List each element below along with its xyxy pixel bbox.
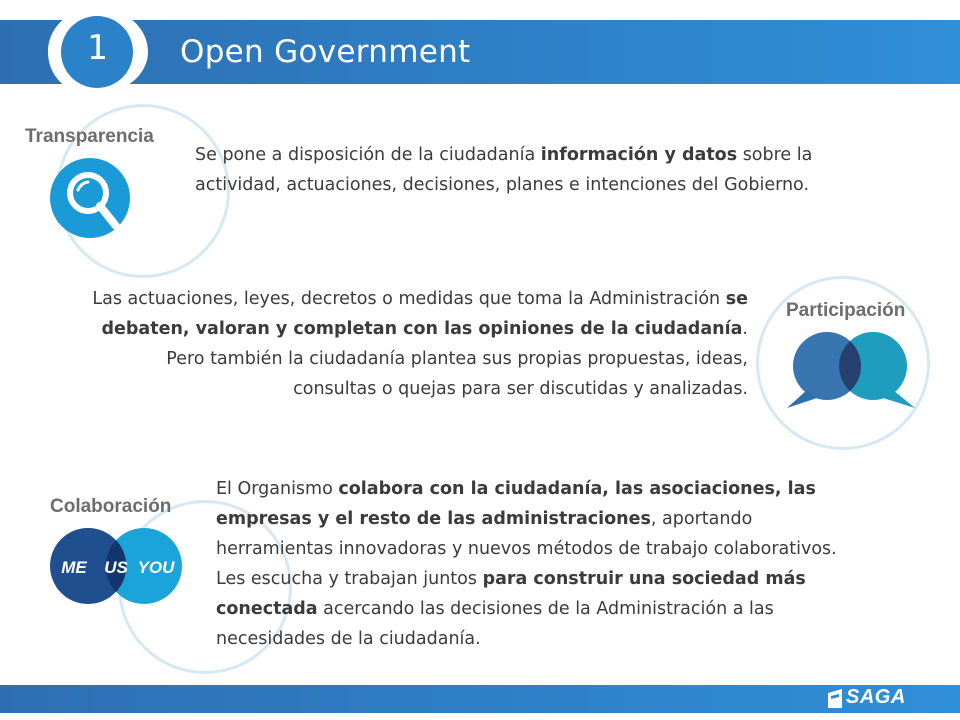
participacion-text: Las actuaciones, leyes, decretos o medidas que toma la Administración se debaten, valoran y completan con las opiniones de la ciudadanía. Pero también la ciudadanía plantea sus propias propuestas, ideas, consultas o quejas para ser discutidas y analizadas. — [92, 289, 748, 399]
transparencia-text: Se pone a disposición de la ciudadanía información y datos sobre la actividad, actuaciones, decisiones, planes e intenciones del Gobierno. — [195, 145, 813, 195]
magnifier-icon — [48, 156, 132, 240]
page-title: Open Government — [180, 34, 471, 70]
saga-logo-text: SAGA — [846, 686, 906, 708]
venn-us-label: US — [104, 558, 128, 577]
section-label-colaboracion: Colaboración — [50, 496, 172, 517]
venn-diagram-icon — [48, 526, 184, 606]
footer-bar — [0, 685, 960, 713]
section-label-participacion: Participación — [786, 300, 906, 321]
badge-number: 1 — [86, 28, 108, 68]
venn-me-label: ME — [61, 558, 87, 577]
colaboracion-text: El Organismo colabora con la ciudadanía, las asociaciones, las empresas y el resto de las administraciones, aportando herramientas innovadoras y nuevos métodos de trabajo colaborativos. Les escucha y trabajan juntos para construir una sociedad más conectada acercando las decisiones de la Administración a las necesidades de la ciudadanía. — [216, 479, 837, 649]
speech-bubbles-icon — [783, 330, 917, 410]
section-label-transparencia: Transparencia — [25, 126, 154, 147]
venn-you-label: YOU — [137, 558, 175, 577]
